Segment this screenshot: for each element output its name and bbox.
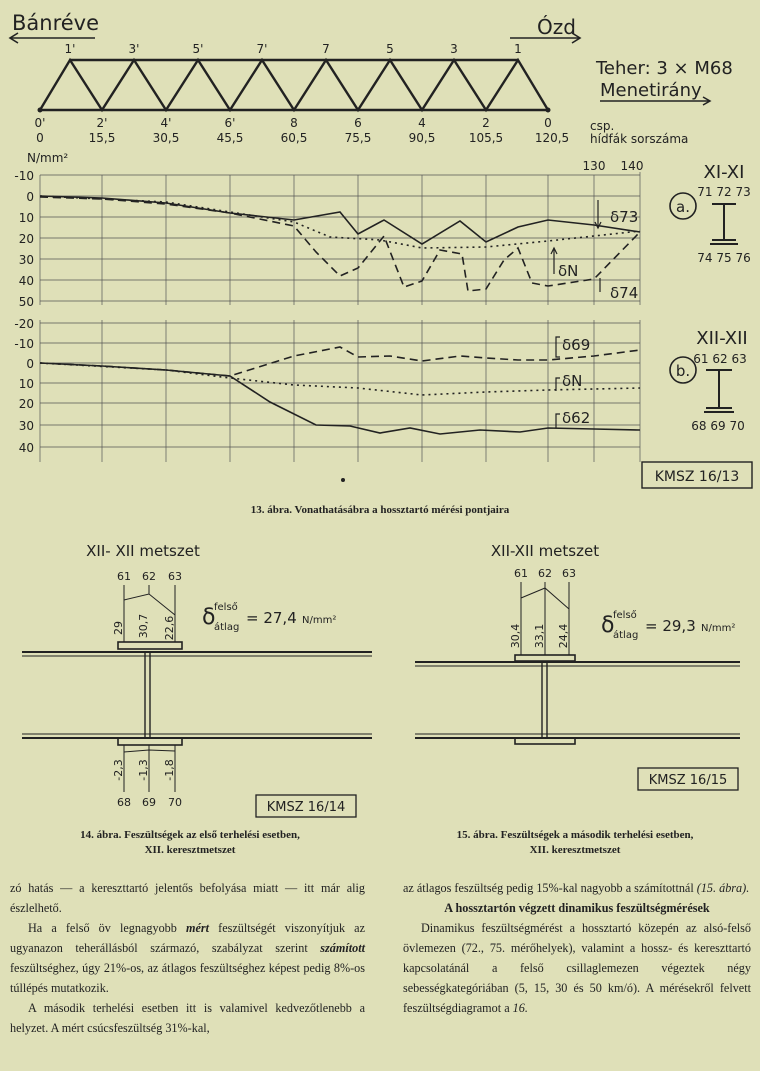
- fig14-beam: [22, 642, 372, 745]
- tick-140: 140: [620, 159, 644, 173]
- svg-text:0: 0: [544, 116, 552, 130]
- fig14-title: XII- XII metszet: [86, 542, 200, 560]
- svg-text:105,5: 105,5: [468, 131, 504, 145]
- svg-text:40: 40: [18, 441, 34, 455]
- section-a-bottom-points: 74 75 76: [697, 251, 751, 265]
- svg-text:61: 61: [117, 570, 131, 583]
- curve-delta-62: [40, 363, 640, 434]
- fig14-bottom-points: [117, 796, 182, 809]
- figure-14: [0, 530, 380, 820]
- bottom-node-labels: [35, 116, 552, 130]
- svg-text:45,5: 45,5: [216, 131, 244, 145]
- svg-text:8: 8: [290, 116, 298, 130]
- svg-text:2': 2': [96, 116, 108, 130]
- svg-text:61: 61: [514, 567, 528, 580]
- svg-text:-10: -10: [14, 337, 34, 351]
- svg-text:24,4: 24,4: [557, 623, 570, 649]
- svg-text:átlag: átlag: [613, 630, 639, 641]
- svg-text:δ: δ: [202, 605, 216, 630]
- panel-b-circle: [670, 357, 696, 383]
- truss-diagram: [40, 60, 548, 110]
- section-xi-xi: XI-XI: [703, 162, 745, 183]
- i-beam-a: [710, 204, 738, 244]
- fig15-top-values: [509, 624, 570, 649]
- fig15-beam: [415, 655, 740, 744]
- svg-text:a.: a.: [676, 198, 690, 216]
- svg-text:0': 0': [34, 116, 46, 130]
- svg-text:68: 68: [117, 796, 131, 809]
- svg-text:10: 10: [18, 377, 34, 391]
- right-paragraph-2: Dinamikus feszültségmérést a hossztartó közepén az alsó-felső övlemezen (72., 75. mérőhelyek), valamint a hossz- és kereszttartó kapcsolatánál a felső csillaglemezen végeztek négy sebességkategóriában (5, 15, 30 és 50 km/ó). A mérésekről felvett feszültségdiagramot a 16.: [403, 921, 751, 1015]
- figure-15-caption-line2: XII. keresztmetszet: [529, 844, 621, 856]
- label-delta-n-a: δN: [558, 262, 579, 280]
- svg-text:4': 4': [160, 116, 172, 130]
- svg-text:50: 50: [18, 295, 34, 309]
- label-delta-73: δ73: [610, 208, 639, 226]
- svg-text:70: 70: [168, 796, 182, 809]
- left-paragraph-2: Ha a felső öv legnagyobb mért feszültségét viszonyítjuk az ugyanazon teherállásból származó, szabályzat szerint számított feszültséghez, úgy 21%-os, az átlagos feszültséghez képest pedig 8%-os túllépés mutatkozik.: [10, 921, 365, 995]
- panel-b-markers: [556, 337, 560, 428]
- svg-text:3: 3: [450, 42, 458, 56]
- svg-text:b.: b.: [675, 362, 691, 380]
- legend-hidfak: hídfák sorszáma: [590, 132, 689, 146]
- curve-delta-69: [40, 347, 640, 376]
- svg-text:6: 6: [354, 116, 362, 130]
- svg-text:20: 20: [18, 397, 34, 411]
- fig14-formula: [202, 601, 336, 633]
- curve-delta-n-a: [40, 196, 640, 248]
- bottom-position-labels: [36, 131, 569, 145]
- figure-13: [0, 0, 760, 500]
- svg-text:2: 2: [482, 116, 490, 130]
- fig14-top-values: [112, 614, 176, 641]
- svg-text:3': 3': [128, 42, 140, 56]
- direction-label: Menetirány: [600, 80, 702, 101]
- svg-text:5': 5': [192, 42, 204, 56]
- left-paragraph-1: zó hatás — a kereszttartó jelentős befolyása miatt — itt már alig észlelhető.: [10, 881, 365, 915]
- dot-mark: [341, 478, 345, 482]
- right-city: Ózd: [537, 15, 576, 39]
- section-b-bottom-points: 68 69 70: [691, 419, 745, 433]
- curve-delta-73: [40, 196, 640, 244]
- svg-text:1: 1: [514, 42, 522, 56]
- svg-text:-1,3: -1,3: [137, 759, 150, 781]
- svg-text:29: 29: [112, 621, 125, 635]
- svg-text:0: 0: [36, 131, 44, 145]
- svg-text:7': 7': [256, 42, 268, 56]
- top-node-labels: [65, 42, 522, 56]
- svg-text:= 29,3: = 29,3: [645, 617, 696, 635]
- fig15-formula: [601, 609, 735, 641]
- left-text-column: [10, 878, 365, 1038]
- svg-text:30,7: 30,7: [137, 613, 150, 639]
- figure-14-caption: [10, 828, 370, 858]
- svg-text:15,5: 15,5: [88, 131, 116, 145]
- svg-text:-2,3: -2,3: [112, 759, 125, 781]
- fig15-title: XII-XII metszet: [490, 542, 600, 560]
- svg-text:30: 30: [18, 253, 34, 267]
- svg-text:10: 10: [18, 211, 34, 225]
- load-label: Teher: 3 × M68: [596, 58, 733, 79]
- label-delta-62: δ62: [562, 409, 591, 427]
- code-15: KMSZ 16/15: [648, 773, 728, 788]
- svg-text:felső: felső: [214, 602, 238, 613]
- fig14-top-points: [117, 570, 182, 583]
- svg-text:δ: δ: [601, 613, 615, 638]
- svg-text:62: 62: [538, 567, 552, 580]
- i-beam-b: [704, 370, 734, 412]
- svg-text:0: 0: [26, 190, 34, 204]
- svg-text:30,5: 30,5: [152, 131, 180, 145]
- svg-text:120,5: 120,5: [534, 131, 570, 145]
- panel-a-circle: [670, 193, 696, 219]
- unit-label: N/mm²: [27, 151, 69, 165]
- svg-text:69: 69: [142, 796, 156, 809]
- figure-15-caption-line1: 15. ábra. Feszültségek a második terhelési esetben,: [456, 829, 694, 841]
- svg-text:30: 30: [18, 419, 34, 433]
- svg-text:90,5: 90,5: [408, 131, 436, 145]
- right-text-column: [403, 878, 751, 1018]
- svg-text:60,5: 60,5: [280, 131, 308, 145]
- svg-text:0: 0: [26, 357, 34, 371]
- svg-text:N/mm²: N/mm²: [302, 615, 337, 626]
- section-b-top-points: 61 62 63: [693, 352, 747, 366]
- svg-text:30,4: 30,4: [509, 623, 522, 649]
- svg-text:75,5: 75,5: [344, 131, 372, 145]
- svg-text:20: 20: [18, 232, 34, 246]
- svg-text:40: 40: [18, 274, 34, 288]
- svg-text:63: 63: [562, 567, 576, 580]
- svg-text:-1,8: -1,8: [163, 759, 176, 781]
- fig14-bottom-values: [112, 759, 176, 780]
- svg-text:1': 1': [64, 42, 76, 56]
- svg-text:4: 4: [418, 116, 426, 130]
- fig15-top-points: [514, 567, 576, 580]
- svg-text:33,1: 33,1: [533, 623, 546, 649]
- panel-a-yticks: [14, 169, 34, 309]
- svg-text:22,6: 22,6: [163, 615, 176, 641]
- svg-text:5: 5: [386, 42, 394, 56]
- figure-14-caption-line2: XII. keresztmetszet: [144, 844, 236, 856]
- svg-text:felső: felső: [613, 610, 637, 621]
- svg-text:6': 6': [224, 116, 236, 130]
- svg-text:N/mm²: N/mm²: [701, 623, 736, 634]
- section-xii-xii: XII-XII: [696, 328, 748, 349]
- label-delta-n-b: δN: [562, 372, 583, 390]
- tick-130: 130: [582, 159, 606, 173]
- figure-15-caption: [395, 828, 755, 858]
- svg-text:= 27,4: = 27,4: [246, 609, 297, 627]
- svg-text:-20: -20: [14, 317, 34, 331]
- figure-14-caption-line1: 14. ábra. Feszültségek az első terhelési esetben,: [80, 829, 300, 841]
- section-a-top-points: 71 72 73: [697, 185, 751, 199]
- label-delta-74: δ74: [610, 284, 639, 302]
- curve-delta-74: [40, 197, 640, 291]
- panel-b-grid: [40, 320, 640, 462]
- figure-13-caption: 13. ábra. Vonathatásábra a hossztartó mérési pontjaira: [250, 504, 510, 516]
- label-delta-69: δ69: [562, 336, 591, 354]
- svg-text:átlag: átlag: [214, 622, 240, 633]
- curve-delta-n-b: [40, 363, 640, 395]
- legend-csp: csp.: [590, 119, 615, 133]
- code-13: KMSZ 16/13: [654, 469, 740, 485]
- svg-text:7: 7: [322, 42, 330, 56]
- svg-text:-10: -10: [14, 169, 34, 183]
- left-paragraph-3: A második terhelési esetben itt is valamivel kedvezőtlenebb a helyzet. A mért csúcsfeszültség 31%-kal,: [10, 1001, 365, 1035]
- svg-text:62: 62: [142, 570, 156, 583]
- panel-b-yticks: [14, 317, 34, 455]
- svg-text:63: 63: [168, 570, 182, 583]
- right-paragraph-1: az átlagos feszültség pedig 15%-kal nagyobb a számítottnál (15. ábra).: [403, 881, 750, 895]
- code-14: KMSZ 16/14: [266, 800, 346, 815]
- figure-15: [395, 530, 760, 800]
- right-section-heading: A hossztartón végzett dinamikus feszültségmérések: [444, 901, 710, 915]
- left-city: Bánréve: [12, 11, 100, 35]
